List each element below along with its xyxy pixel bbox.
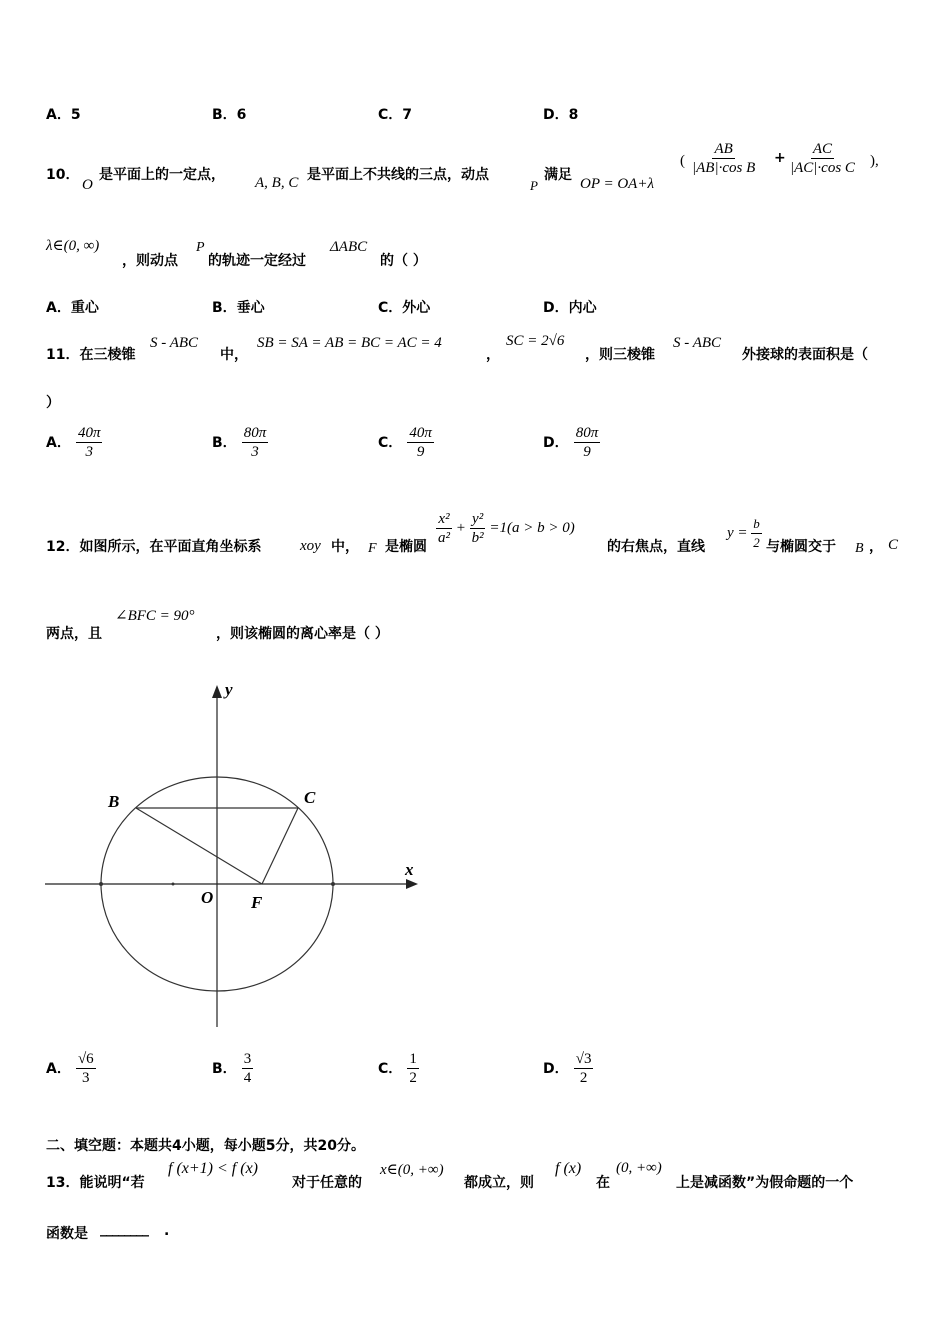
segment-bf [136, 808, 262, 884]
q11-option-b-den: 3 [251, 444, 259, 460]
focus-left [172, 883, 175, 886]
q10-number: 10． [46, 167, 80, 183]
q11-option-c [378, 424, 434, 461]
q11-option-a [46, 424, 102, 461]
q11-number: 11．在三棱锥 [46, 347, 136, 363]
q12-option-b [212, 1050, 253, 1087]
q11-equation-1: SB = SA = AB = BC = AC = 4 [257, 335, 442, 351]
q12-option-d-num: √3 [575, 1051, 592, 1067]
vertex-left [99, 882, 103, 886]
q12-figure [40, 675, 430, 1035]
q11-solid-2: S - ABC [673, 335, 722, 351]
q10-point-o: O [82, 177, 93, 193]
q12-text-2: 是椭圆 [385, 539, 427, 555]
q12-option-b-label: B． [212, 1061, 237, 1077]
q12-number: 12．如图所示，在平面直角坐标系 [46, 539, 262, 555]
q12-e-den2: b² [471, 530, 484, 546]
q12-option-c-den: 2 [409, 1070, 417, 1086]
q12-line-y: y = [727, 524, 748, 541]
segment-cf [262, 808, 298, 884]
q12-text-4: 与椭圆交于 [766, 539, 836, 555]
q12-line-b: b [751, 515, 762, 534]
q12-option-a-num: √6 [77, 1051, 94, 1067]
q10-triangle: ΔABC [330, 239, 368, 255]
q10-point-p2: P [196, 240, 205, 255]
y-axis-arrow-icon [212, 685, 222, 698]
q11-option-b-label: B． [212, 435, 237, 451]
q13-text-4: 上是减函数”为假命题的一个 [676, 1175, 854, 1191]
q10-point-p: P [530, 178, 538, 193]
fig-label-c: C [304, 788, 316, 807]
q11-option-d-label: D． [543, 435, 569, 451]
q11-option-a-den: 3 [85, 444, 93, 460]
q11-equation-2: SC = 2√6 [506, 333, 565, 349]
q12-text-1: 中， [331, 539, 359, 555]
fig-label-f: F [251, 893, 263, 912]
q12-option-d-den: 2 [579, 1070, 588, 1086]
q10-text-2: 是平面上不共线的三点，动点 [307, 167, 489, 183]
q9-option-d: D．8 [543, 107, 579, 123]
q11-option-d-num: 80π [575, 425, 599, 441]
q13-text-1: 对于任意的 [292, 1175, 362, 1191]
q11-option-d [543, 424, 600, 461]
q11-option-a-label: A． [46, 435, 71, 451]
q11-text-2: ，则三棱锥 [585, 347, 655, 363]
q11-option-a-num: 40π [77, 425, 101, 441]
q11-option-c-num: 40π [409, 425, 432, 441]
q12-e-num2: y² [472, 511, 484, 527]
q13-answer-blank[interactable]: ________ [100, 1221, 148, 1237]
q10-fraction-1 [690, 140, 757, 177]
fig-label-y: y [225, 680, 233, 699]
q12-ellipse-eq [436, 510, 575, 547]
section-2-heading: 二、填空题：本题共4小题，每小题5分，共20分。 [46, 1138, 365, 1154]
q10-lambda-range: λ∈(0, ∞) [46, 238, 100, 254]
q13-inequality: f (x+1) < f (x) [168, 1160, 258, 1177]
q10-text-3: 满足 [544, 167, 572, 183]
q13-number: 13．能说明“若 [46, 1175, 145, 1191]
q12-focus-f: F [368, 541, 377, 556]
fig-label-x: x [405, 860, 414, 879]
q10-f1-num: AB [714, 141, 733, 157]
q12-e-den1: a² [438, 530, 450, 546]
q12-line-2: 2 [753, 535, 760, 550]
q10-option-d: D．内心 [543, 300, 597, 316]
q9-option-a: A．5 [46, 107, 81, 123]
q11-text-1: 中， [220, 347, 248, 363]
q12-option-c-num: 1 [409, 1051, 417, 1067]
x-axis-arrow-icon [406, 879, 418, 889]
q13-fx: f (x) [555, 1160, 582, 1177]
q11-comma: ， [486, 347, 500, 363]
q9-option-b: B．6 [212, 107, 247, 123]
q13-domain-2: (0, +∞) [616, 1160, 662, 1176]
q10-option-a: A．重心 [46, 300, 99, 316]
q11-option-b [212, 424, 268, 461]
q12-comma: ， [869, 539, 883, 555]
q10-equation-lhs: OP = OA+λ [580, 176, 654, 192]
q12-text-6: ，则该椭圆的离心率是（ ） [216, 626, 389, 642]
q12-option-b-num: 3 [243, 1051, 252, 1067]
q11-solid: S - ABC [150, 335, 199, 351]
q13-text-5: 函数是 [46, 1226, 88, 1242]
q10-points-abc: A, B, C [255, 175, 299, 191]
q12-option-c [378, 1050, 419, 1087]
q12-point-b: B [855, 541, 864, 556]
q9-option-c: C．7 [378, 107, 413, 123]
q12-option-a-label: A． [46, 1061, 71, 1077]
q12-option-c-label: C． [378, 1061, 403, 1077]
q12-line-eq [727, 515, 762, 552]
q10-open-paren: ( [680, 153, 685, 169]
q12-e-rhs: =1(a > b > 0) [489, 519, 575, 536]
q12-option-d-label: D． [543, 1061, 569, 1077]
q10-option-b: B．垂心 [212, 300, 265, 316]
q13-text-2: 都成立，则 [464, 1175, 534, 1191]
q13-domain: x∈(0, +∞) [380, 1162, 444, 1178]
fig-label-b: B [108, 792, 120, 811]
q12-text-3: 的右焦点，直线 [607, 539, 705, 555]
q12-e-plus: + [455, 519, 466, 536]
q10-text-6: 的（ ） [380, 253, 427, 269]
fig-label-o: O [201, 888, 214, 907]
q11-option-b-num: 80π [243, 425, 267, 441]
q11-option-c-label: C． [378, 435, 403, 451]
q11-text-3: 外接球的表面积是（ [742, 347, 868, 363]
q10-fraction-2 [788, 140, 857, 177]
q10-f1-den: |AB|·cos B [692, 160, 756, 176]
q12-option-b-den: 4 [243, 1070, 252, 1086]
q12-point-c: C [888, 537, 899, 553]
q10-f2-den: |AC|·cos C [790, 160, 855, 176]
q10-text-4: ，则动点 [122, 253, 178, 269]
q10-close-paren: ), [870, 153, 879, 169]
q12-option-d [543, 1050, 593, 1087]
q10-plus: + [774, 150, 786, 166]
q10-text-1: 是平面上的一定点， [99, 167, 225, 183]
q12-angle: ∠BFC = 90° [115, 608, 195, 624]
vertex-right [331, 882, 335, 886]
q13-text-3: 在 [596, 1175, 610, 1191]
q10-text-5: 的轨迹一定经过 [208, 253, 306, 269]
q12-xoy: xoy [300, 538, 321, 554]
q11-option-c-den: 9 [416, 444, 425, 460]
q11-close-paren: ） [46, 395, 60, 411]
q12-option-a [46, 1050, 96, 1087]
q10-f2-num: AC [812, 141, 833, 157]
q12-text-5: 两点，且 [46, 626, 102, 642]
q10-option-c: C．外心 [378, 300, 431, 316]
q12-option-a-den: 3 [82, 1070, 90, 1086]
q13-end: . [164, 1223, 170, 1239]
q12-e-num1: x² [438, 511, 450, 527]
q11-option-d-den: 9 [583, 444, 591, 460]
